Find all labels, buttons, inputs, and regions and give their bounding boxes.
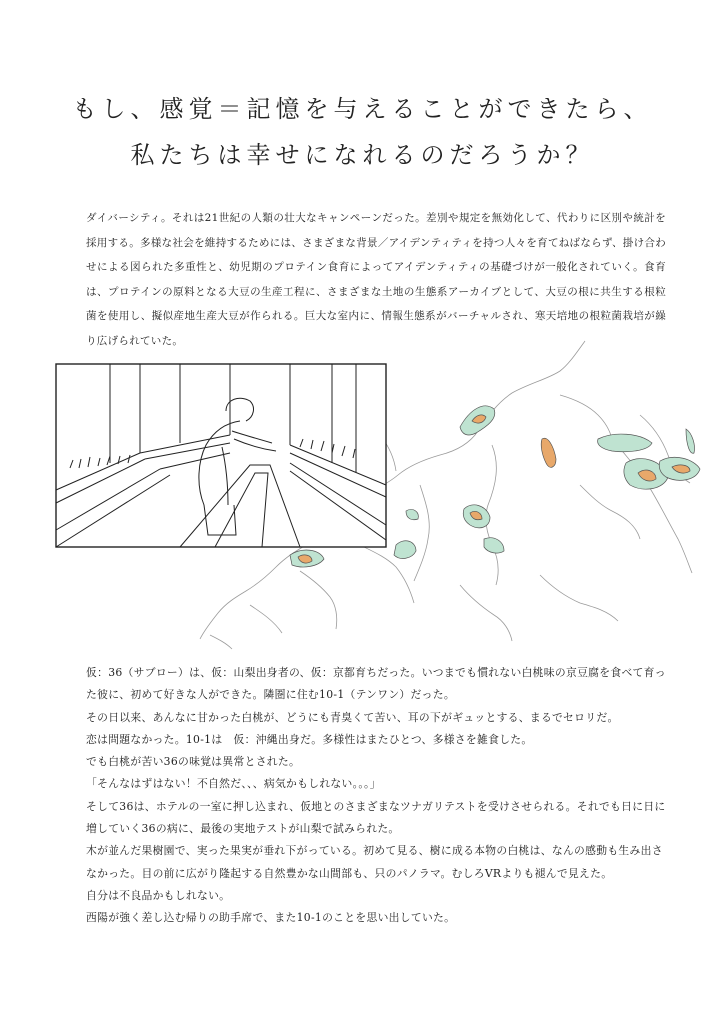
story-paragraph: 恋は問題なかった。10-1は 仮：沖縄出身だ。多様性はまたひとつ、多様さを雑食した。 <box>86 732 533 746</box>
story-paragraph: 「そんなはずはない！不自然だ、、、病気かもしれない。。。」 <box>86 777 381 791</box>
story-paragraph: その日以来、あんなに甘かった白桃が、どうにも青臭くて苦い、耳の下がギュッとする、まるでセロリだ。 <box>86 710 619 724</box>
title-line-1: もし、感覚＝記憶を与えることができたら、 <box>72 95 653 123</box>
story-paragraph: 仮：36（サブロー）は、仮：山梨出身者の、仮：京都育ちだった。いつまでも慣れない白桃味の京豆腐を食べて育った彼に、初めて好きな人ができた。隣圏に住む10-1（テンワン）だった。 <box>86 666 666 702</box>
story-paragraph: そして36は、ホテルの一室に押し込まれ、仮地とのさまざまなツナガリテストを受けさせられる。それでも日に日に増していく36の病に、最後の実地テストが山梨で試みられた。 <box>86 799 666 836</box>
title-line-2: 私たちは幸せになれるのだろうか？ <box>130 141 595 169</box>
illustration <box>0 335 725 655</box>
story-text <box>86 662 668 930</box>
page-title <box>0 86 725 178</box>
greenhouse-drawing <box>56 364 386 547</box>
story-paragraph: 自分は不良品かもしれない。 <box>86 888 231 902</box>
story-paragraph: 木が並んだ果樹園で、実った果実が垂れ下がっている。初めて見る、樹に成る本物の白桃は、なんの感動も生み出さなかった。目の前に広がり隆起する自然豊かな山間部も、只のパノラマ。むしろVRよりも褪んで見えた。 <box>86 844 663 880</box>
intro-paragraph: ダイバーシティ。それは21世紀の人類の壮大なキャンペーンだった。差別や規定を無効化して、代わりに区別や統計を採用する。多様な社会を維持するためには、さまざまな背景／アイデンティティを持つ人々を育てねばならず、掛け合わせによる図られた多重性と、幼児期のプロテイン食育によってアイデンティティの基礎づけが一般化されていく。食育は、プロテインの原料となる大豆の生産工程に、さまざまな土地の生態系アーカイブとして、大豆の根に共生する根粒菌を使用し、擬似産地生産大豆が作られる。巨大な室内に、情報生態系がバーチャルされ、寒天培地の根粒菌栽培が繰り広げられていた。 <box>86 212 666 347</box>
story-paragraph: 西陽が強く差し込む帰りの助手席で、また10-1のことを思い出していた。 <box>86 911 456 925</box>
story-paragraph: でも白桃が苦い36の味覚は異常とされた。 <box>86 755 301 769</box>
